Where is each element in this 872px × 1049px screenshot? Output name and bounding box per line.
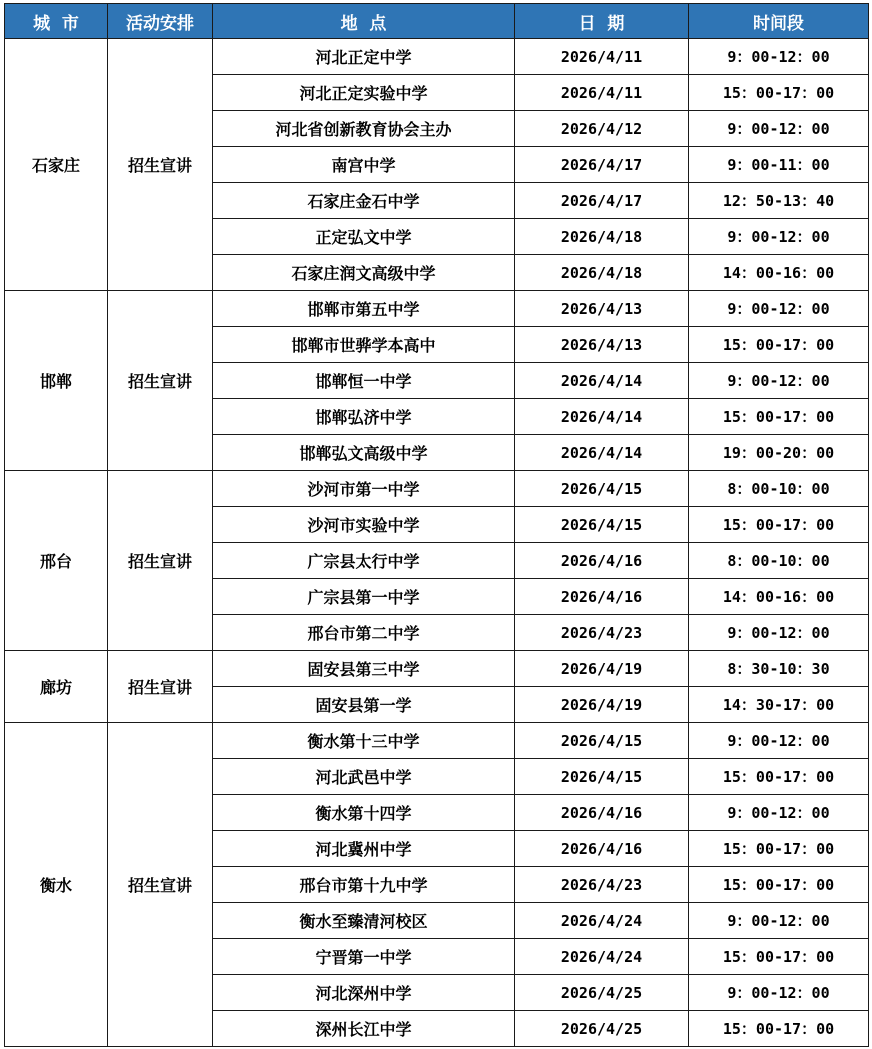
- table-header: [5, 4, 869, 39]
- location-cell: 衡水第十三中学: [213, 723, 515, 759]
- time-cell: 9：00-12：00: [689, 363, 869, 399]
- date-cell: 2026/4/11: [515, 39, 689, 75]
- activity-cell: 招生宣讲: [108, 39, 213, 291]
- date-cell: 2026/4/17: [515, 147, 689, 183]
- table-body: [5, 39, 869, 1047]
- date-cell: 2026/4/12: [515, 111, 689, 147]
- location-cell: 河北正定中学: [213, 39, 515, 75]
- location-cell: 邯郸市第五中学: [213, 291, 515, 327]
- date-cell: 2026/4/18: [515, 219, 689, 255]
- date-cell: 2026/4/17: [515, 183, 689, 219]
- location-cell: 石家庄润文高级中学: [213, 255, 515, 291]
- location-cell: 沙河市实验中学: [213, 507, 515, 543]
- time-cell: 15：00-17：00: [689, 1011, 869, 1047]
- location-cell: 邢台市第十九中学: [213, 867, 515, 903]
- date-cell: 2026/4/13: [515, 291, 689, 327]
- date-cell: 2026/4/16: [515, 795, 689, 831]
- table-row: [5, 723, 869, 759]
- time-cell: 15：00-17：00: [689, 831, 869, 867]
- time-cell: 15：00-17：00: [689, 75, 869, 111]
- date-cell: 2026/4/25: [515, 1011, 689, 1047]
- location-cell: 河北正定实验中学: [213, 75, 515, 111]
- header-activity: 活动安排: [108, 4, 213, 39]
- location-cell: 宁晋第一中学: [213, 939, 515, 975]
- city-cell: 廊坊: [5, 651, 108, 723]
- time-cell: 9：00-12：00: [689, 39, 869, 75]
- date-cell: 2026/4/14: [515, 399, 689, 435]
- time-cell: 8：30-10：30: [689, 651, 869, 687]
- time-cell: 9：00-12：00: [689, 795, 869, 831]
- time-cell: 9：00-12：00: [689, 219, 869, 255]
- activity-cell: 招生宣讲: [108, 651, 213, 723]
- location-cell: 邢台市第二中学: [213, 615, 515, 651]
- time-cell: 15：00-17：00: [689, 327, 869, 363]
- location-cell: 河北武邑中学: [213, 759, 515, 795]
- location-cell: 河北省创新教育协会主办: [213, 111, 515, 147]
- date-cell: 2026/4/15: [515, 759, 689, 795]
- time-cell: 9：00-11：00: [689, 147, 869, 183]
- schedule-table: [4, 3, 869, 1047]
- time-cell: 14：00-16：00: [689, 255, 869, 291]
- time-cell: 14：00-16：00: [689, 579, 869, 615]
- time-cell: 8：00-10：00: [689, 543, 869, 579]
- header-date: 日 期: [515, 4, 689, 39]
- activity-cell: 招生宣讲: [108, 291, 213, 471]
- date-cell: 2026/4/15: [515, 507, 689, 543]
- city-cell: 石家庄: [5, 39, 108, 291]
- location-cell: 邯郸弘济中学: [213, 399, 515, 435]
- date-cell: 2026/4/13: [515, 327, 689, 363]
- location-cell: 广宗县第一中学: [213, 579, 515, 615]
- date-cell: 2026/4/25: [515, 975, 689, 1011]
- header-row: [5, 4, 869, 39]
- date-cell: 2026/4/19: [515, 687, 689, 723]
- time-cell: 9：00-12：00: [689, 615, 869, 651]
- location-cell: 深州长江中学: [213, 1011, 515, 1047]
- location-cell: 河北冀州中学: [213, 831, 515, 867]
- location-cell: 邯郸市世骅学本高中: [213, 327, 515, 363]
- time-cell: 15：00-17：00: [689, 939, 869, 975]
- location-cell: 广宗县太行中学: [213, 543, 515, 579]
- time-cell: 15：00-17：00: [689, 507, 869, 543]
- header-time: 时间段: [689, 4, 869, 39]
- date-cell: 2026/4/15: [515, 723, 689, 759]
- date-cell: 2026/4/19: [515, 651, 689, 687]
- time-cell: 15：00-17：00: [689, 759, 869, 795]
- time-cell: 9：00-12：00: [689, 903, 869, 939]
- header-city: 城 市: [5, 4, 108, 39]
- activity-cell: 招生宣讲: [108, 723, 213, 1047]
- time-cell: 19：00-20：00: [689, 435, 869, 471]
- time-cell: 12：50-13：40: [689, 183, 869, 219]
- location-cell: 沙河市第一中学: [213, 471, 515, 507]
- location-cell: 邯郸弘文高级中学: [213, 435, 515, 471]
- city-cell: 衡水: [5, 723, 108, 1047]
- table-row: [5, 39, 869, 75]
- date-cell: 2026/4/16: [515, 543, 689, 579]
- table-row: [5, 471, 869, 507]
- date-cell: 2026/4/11: [515, 75, 689, 111]
- date-cell: 2026/4/14: [515, 435, 689, 471]
- time-cell: 9：00-12：00: [689, 975, 869, 1011]
- time-cell: 9：00-12：00: [689, 723, 869, 759]
- location-cell: 邯郸恒一中学: [213, 363, 515, 399]
- time-cell: 9：00-12：00: [689, 291, 869, 327]
- location-cell: 南宫中学: [213, 147, 515, 183]
- time-cell: 15：00-17：00: [689, 399, 869, 435]
- date-cell: 2026/4/15: [515, 471, 689, 507]
- location-cell: 河北深州中学: [213, 975, 515, 1011]
- location-cell: 石家庄金石中学: [213, 183, 515, 219]
- date-cell: 2026/4/24: [515, 903, 689, 939]
- header-location: 地 点: [213, 4, 515, 39]
- time-cell: 9：00-12：00: [689, 111, 869, 147]
- location-cell: 衡水第十四学: [213, 795, 515, 831]
- activity-cell: 招生宣讲: [108, 471, 213, 651]
- table-row: [5, 651, 869, 687]
- date-cell: 2026/4/18: [515, 255, 689, 291]
- time-cell: 14：30-17：00: [689, 687, 869, 723]
- city-cell: 邢台: [5, 471, 108, 651]
- date-cell: 2026/4/23: [515, 615, 689, 651]
- time-cell: 8：00-10：00: [689, 471, 869, 507]
- time-cell: 15：00-17：00: [689, 867, 869, 903]
- location-cell: 固安县第三中学: [213, 651, 515, 687]
- date-cell: 2026/4/14: [515, 363, 689, 399]
- location-cell: 固安县第一学: [213, 687, 515, 723]
- date-cell: 2026/4/24: [515, 939, 689, 975]
- location-cell: 衡水至臻清河校区: [213, 903, 515, 939]
- date-cell: 2026/4/16: [515, 579, 689, 615]
- location-cell: 正定弘文中学: [213, 219, 515, 255]
- city-cell: 邯郸: [5, 291, 108, 471]
- date-cell: 2026/4/16: [515, 831, 689, 867]
- date-cell: 2026/4/23: [515, 867, 689, 903]
- table-row: [5, 291, 869, 327]
